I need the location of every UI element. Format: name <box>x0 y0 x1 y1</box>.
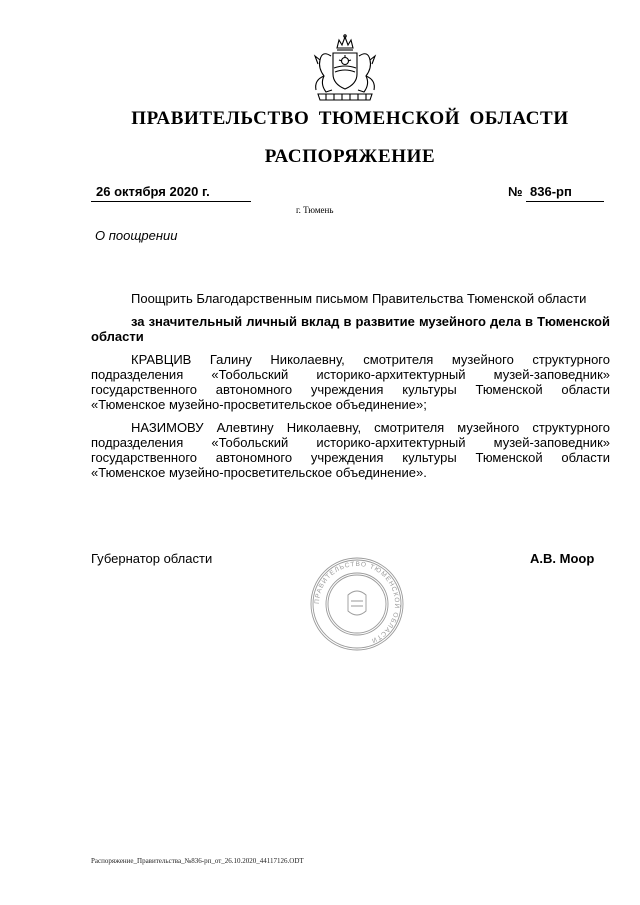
document-body <box>91 291 610 480</box>
government-title: ПРАВИТЕЛЬСТВО ТЮМЕНСКОЙ ОБЛАСТИ <box>131 108 569 129</box>
coat-of-arms-icon <box>304 34 386 104</box>
body-paragraph-4: НАЗИМОВУ Алевтину Николаевну, смотрителя музейного структурного подразделения «Тобольский историко-архитектурный музей-заповедник» государственного автономного учреждения культуры Тюменской области «Тюменское музейно-просветительское объединение». <box>91 420 610 480</box>
footer-filename: Распоряжение_Правительства_№836-рп_от_26.10.2020_44117126.ODT <box>91 857 304 865</box>
document-type-title: РАСПОРЯЖЕНИЕ <box>264 146 436 167</box>
document-date: 26 октября 2020 г. <box>96 184 210 199</box>
body-paragraph-3: КРАВЦИВ Галину Николаевну, смотрителя музейного структурного подразделения «Тобольский историко-архитектурный музей-заповедник» государственного автономного учреждения культуры Тюменской области «Тюменское музейно-просветительское объединение»; <box>91 352 610 412</box>
number-sign: № <box>508 184 523 199</box>
seal-text: ПРАВИТЕЛЬСТВО ТЮМЕНСКОЙ ОБЛАСТИ <box>313 560 401 645</box>
city-label: г. Тюмень <box>296 205 334 215</box>
document-subject: О поощрении <box>95 228 178 243</box>
official-seal-icon <box>308 555 406 653</box>
body-paragraph-1: Поощрить Благодарственным письмом Правительства Тюменской области <box>131 291 587 306</box>
signer-position: Губернатор области <box>91 551 213 566</box>
signer-name: А.В. Моор <box>530 551 595 566</box>
document-number: 836-рп <box>530 184 572 199</box>
body-paragraph-2: за значительный личный вклад в развитие музейного дела в Тюменской области <box>91 314 610 344</box>
